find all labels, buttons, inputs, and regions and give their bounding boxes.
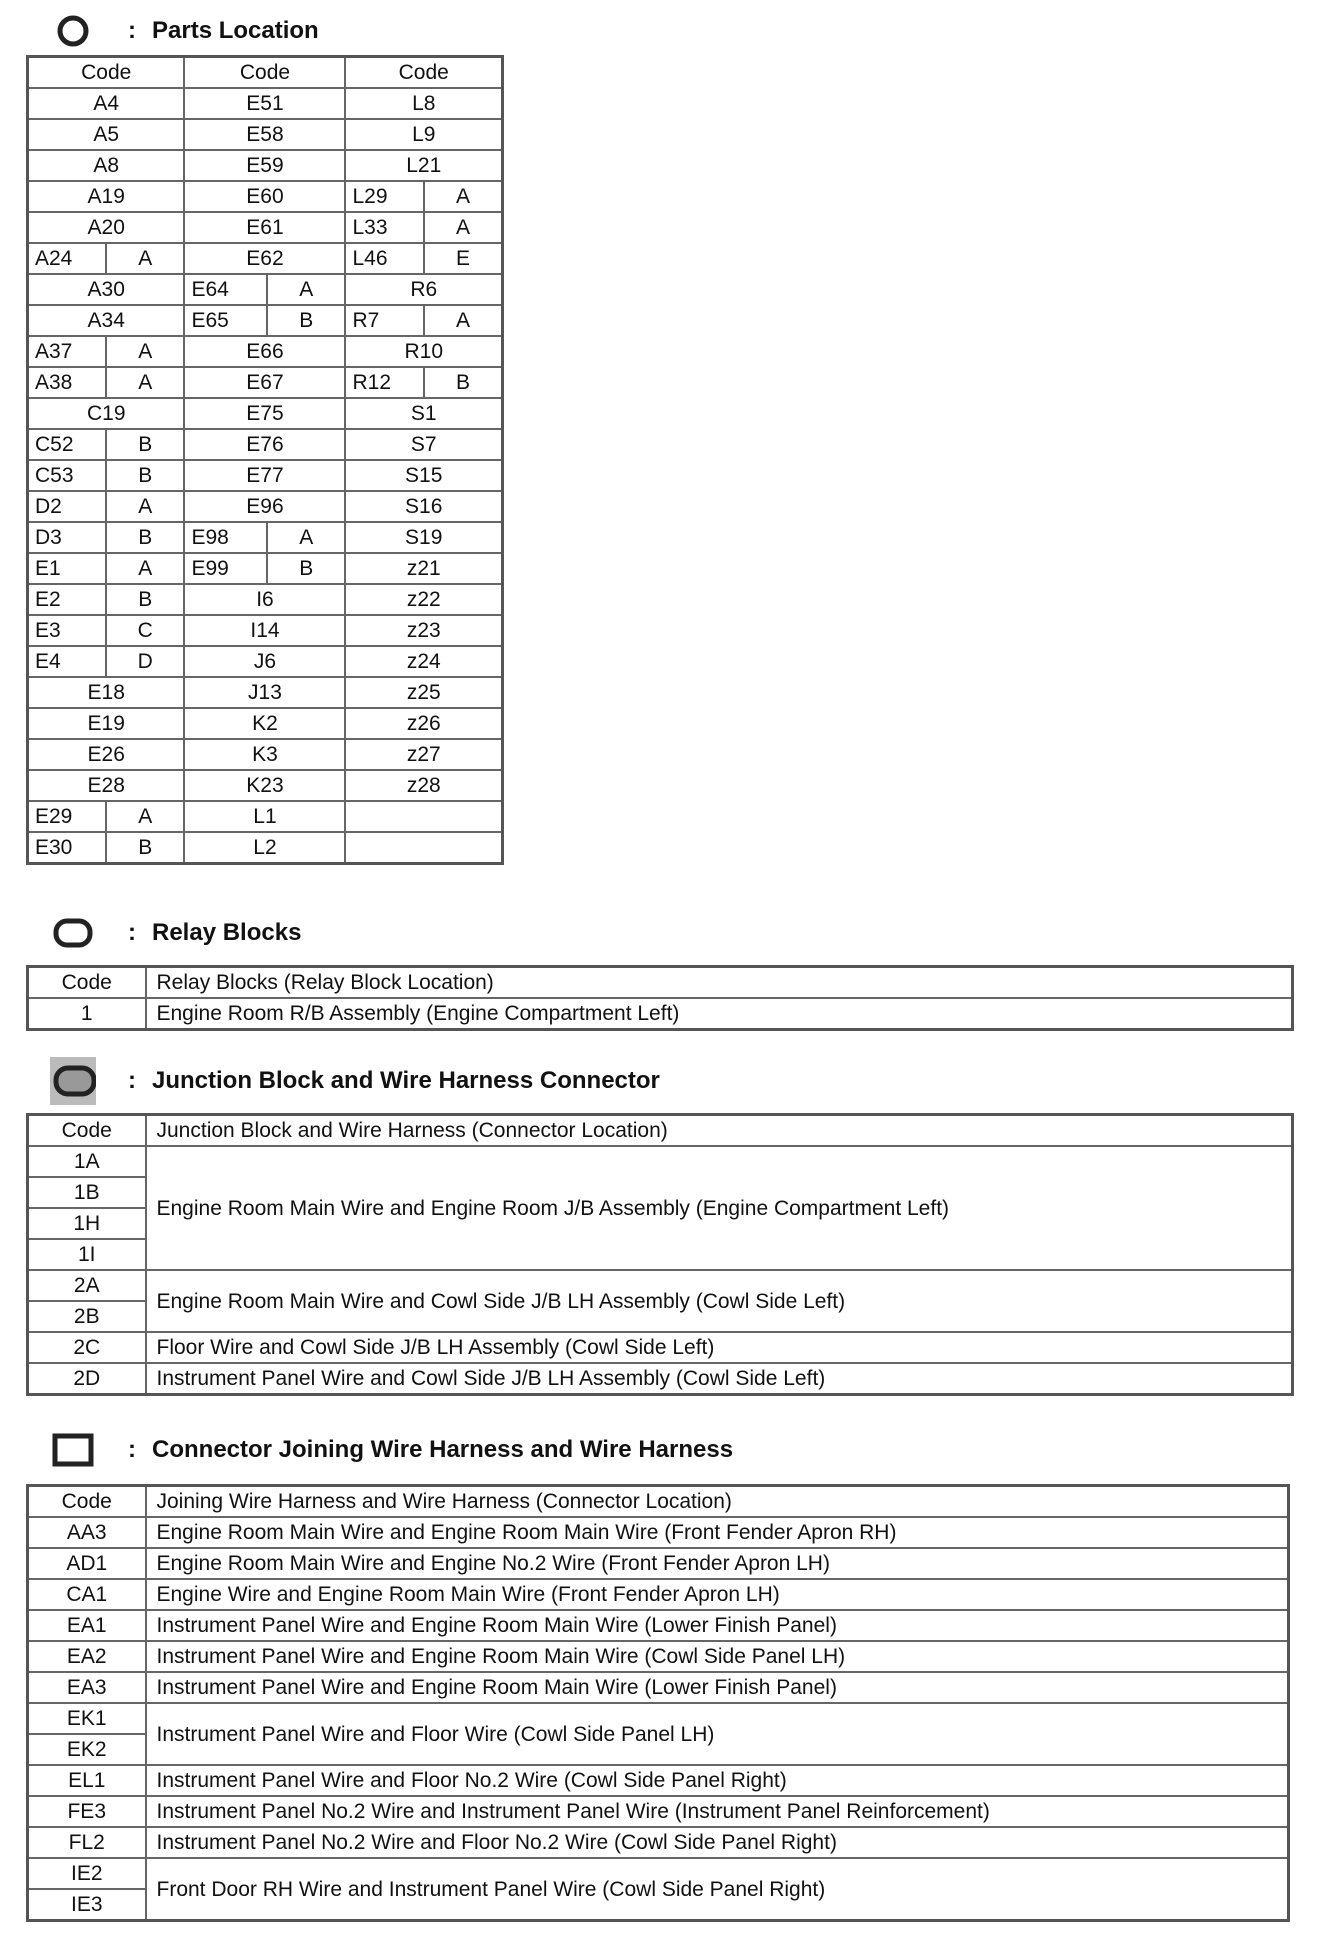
column-header: Code bbox=[28, 1486, 146, 1518]
part-location-suffix: A bbox=[267, 274, 346, 305]
column-header: Code bbox=[28, 57, 185, 89]
connector-code: EK2 bbox=[28, 1734, 146, 1765]
column-header: Relay Blocks (Relay Block Location) bbox=[146, 967, 1293, 999]
section-title: Relay Blocks bbox=[152, 919, 302, 946]
table-row bbox=[28, 119, 503, 150]
table-row bbox=[28, 429, 503, 460]
heading-colon: : bbox=[128, 17, 136, 44]
table-row bbox=[28, 801, 503, 832]
part-code: J13 bbox=[184, 677, 345, 708]
connector-code: 2A bbox=[28, 1270, 146, 1301]
part-location-suffix: C bbox=[106, 615, 185, 646]
location-description: Instrument Panel Wire and Cowl Side J/B LH Assembly (Cowl Side Left) bbox=[146, 1363, 1293, 1395]
table-row bbox=[28, 243, 503, 274]
column-header: Junction Block and Wire Harness (Connector Location) bbox=[146, 1115, 1293, 1147]
connector-code: 2B bbox=[28, 1301, 146, 1332]
connector-code: 2D bbox=[28, 1363, 146, 1395]
connector-code: EA2 bbox=[28, 1641, 146, 1672]
column-header: Code bbox=[28, 967, 146, 999]
part-code: R6 bbox=[345, 274, 502, 305]
connector-code: 1I bbox=[28, 1239, 146, 1270]
table-row bbox=[28, 1796, 1289, 1827]
part-code: E4 bbox=[28, 646, 106, 677]
table-row bbox=[28, 212, 503, 243]
location-description: Engine Wire and Engine Room Main Wire (Front Fender Apron LH) bbox=[146, 1579, 1289, 1610]
part-code: C52 bbox=[28, 429, 106, 460]
location-description: Engine Room Main Wire and Cowl Side J/B LH Assembly (Cowl Side Left) bbox=[146, 1270, 1293, 1332]
connector-code: IE3 bbox=[28, 1889, 146, 1921]
part-code: z26 bbox=[345, 708, 502, 739]
part-code: A34 bbox=[28, 305, 185, 336]
part-location-suffix: B bbox=[267, 553, 346, 584]
part-code: E77 bbox=[184, 460, 345, 491]
part-code: A20 bbox=[28, 212, 185, 243]
relay-blocks-heading bbox=[50, 913, 301, 953]
connector-code: 1B bbox=[28, 1177, 146, 1208]
location-description: Front Door RH Wire and Instrument Panel Wire (Cowl Side Panel Right) bbox=[146, 1858, 1289, 1921]
table-row bbox=[28, 1146, 1293, 1177]
location-description: Instrument Panel No.2 Wire and Instrument Panel Wire (Instrument Panel Reinforcement) bbox=[146, 1796, 1289, 1827]
part-code: E64 bbox=[184, 274, 267, 305]
part-code: E59 bbox=[184, 150, 345, 181]
table-row bbox=[28, 398, 503, 429]
rounded-rect-icon bbox=[50, 913, 96, 953]
table-row bbox=[28, 739, 503, 770]
location-description: Engine Room R/B Assembly (Engine Compartment Left) bbox=[146, 998, 1293, 1030]
part-code: L9 bbox=[345, 119, 502, 150]
connector-code: FL2 bbox=[28, 1827, 146, 1858]
part-code: K3 bbox=[184, 739, 345, 770]
table-row bbox=[28, 998, 1293, 1030]
part-location-suffix: A bbox=[106, 367, 185, 398]
connector-code: CA1 bbox=[28, 1579, 146, 1610]
part-code: L46 bbox=[345, 243, 423, 274]
part-location-suffix: B bbox=[106, 429, 185, 460]
table-row bbox=[28, 1641, 1289, 1672]
connector-code: EL1 bbox=[28, 1765, 146, 1796]
part-code: z24 bbox=[345, 646, 502, 677]
location-description: Engine Room Main Wire and Engine Room J/B Assembly (Engine Compartment Left) bbox=[146, 1146, 1293, 1270]
connector-code: 1H bbox=[28, 1208, 146, 1239]
part-code: I6 bbox=[184, 584, 345, 615]
connector-code: EA1 bbox=[28, 1610, 146, 1641]
part-location-suffix: A bbox=[106, 553, 185, 584]
table-row bbox=[28, 708, 503, 739]
part-location-suffix: B bbox=[267, 305, 346, 336]
part-location-suffix: B bbox=[106, 460, 185, 491]
column-header: Code bbox=[184, 57, 345, 89]
part-code: L8 bbox=[345, 88, 502, 119]
parts-location-heading bbox=[50, 11, 319, 51]
part-code: A38 bbox=[28, 367, 106, 398]
part-location-suffix: B bbox=[106, 584, 185, 615]
location-description: Floor Wire and Cowl Side J/B LH Assembly (Cowl Side Left) bbox=[146, 1332, 1293, 1363]
part-code: S15 bbox=[345, 460, 502, 491]
heading-colon: : bbox=[128, 919, 136, 946]
location-description: Instrument Panel Wire and Engine Room Main Wire (Cowl Side Panel LH) bbox=[146, 1641, 1289, 1672]
connector-code: FE3 bbox=[28, 1796, 146, 1827]
part-code: E99 bbox=[184, 553, 267, 584]
part-code: E67 bbox=[184, 367, 345, 398]
table-row bbox=[28, 305, 503, 336]
part-code: S19 bbox=[345, 522, 502, 553]
relay-blocks-table bbox=[26, 965, 1294, 1031]
section-title: Parts Location bbox=[152, 17, 319, 44]
connector-code: AD1 bbox=[28, 1548, 146, 1579]
part-code: S7 bbox=[345, 429, 502, 460]
table-row bbox=[28, 584, 503, 615]
part-location-suffix: B bbox=[106, 832, 185, 864]
part-location-suffix: A bbox=[106, 243, 185, 274]
part-code: E60 bbox=[184, 181, 345, 212]
location-description: Instrument Panel Wire and Engine Room Main Wire (Lower Finish Panel) bbox=[146, 1672, 1289, 1703]
part-code: D2 bbox=[28, 491, 106, 522]
section-title: Junction Block and Wire Harness Connector bbox=[152, 1067, 660, 1094]
part-location-suffix: B bbox=[424, 367, 503, 398]
connector-code: 1A bbox=[28, 1146, 146, 1177]
table-row bbox=[28, 491, 503, 522]
part-location-suffix: D bbox=[106, 646, 185, 677]
part-location-suffix: A bbox=[106, 336, 185, 367]
part-code: L1 bbox=[184, 801, 345, 832]
connector-code: EA3 bbox=[28, 1672, 146, 1703]
connector-joining-table bbox=[26, 1484, 1290, 1922]
part-code: A19 bbox=[28, 181, 185, 212]
part-code: L29 bbox=[345, 181, 423, 212]
part-code: L21 bbox=[345, 150, 502, 181]
table-row bbox=[28, 1858, 1289, 1889]
table-row bbox=[28, 1579, 1289, 1610]
table-row bbox=[28, 646, 503, 677]
part-code: A37 bbox=[28, 336, 106, 367]
location-description: Instrument Panel Wire and Floor Wire (Cowl Side Panel LH) bbox=[146, 1703, 1289, 1765]
part-location-suffix: E bbox=[424, 243, 503, 274]
table-row bbox=[28, 1517, 1289, 1548]
connector-joining-heading bbox=[50, 1430, 733, 1470]
part-code: S1 bbox=[345, 398, 502, 429]
part-code: E2 bbox=[28, 584, 106, 615]
location-description: Instrument Panel Wire and Floor No.2 Wire (Cowl Side Panel Right) bbox=[146, 1765, 1289, 1796]
part-code: S16 bbox=[345, 491, 502, 522]
part-code: z27 bbox=[345, 739, 502, 770]
table-row bbox=[28, 677, 503, 708]
connector-code: EK1 bbox=[28, 1703, 146, 1734]
part-code: z25 bbox=[345, 677, 502, 708]
part-code: E30 bbox=[28, 832, 106, 864]
part-location-suffix: B bbox=[106, 522, 185, 553]
part-code: z28 bbox=[345, 770, 502, 801]
part-code: E75 bbox=[184, 398, 345, 429]
table-row bbox=[28, 460, 503, 491]
column-header: Joining Wire Harness and Wire Harness (Connector Location) bbox=[146, 1486, 1289, 1518]
part-code: A8 bbox=[28, 150, 185, 181]
table-row bbox=[28, 1703, 1289, 1734]
part-code: J6 bbox=[184, 646, 345, 677]
part-code: D3 bbox=[28, 522, 106, 553]
table-row bbox=[28, 1672, 1289, 1703]
connector-code: AA3 bbox=[28, 1517, 146, 1548]
part-code bbox=[345, 801, 502, 832]
part-code: z23 bbox=[345, 615, 502, 646]
connector-code: 2C bbox=[28, 1332, 146, 1363]
part-location-suffix: A bbox=[424, 181, 503, 212]
location-description: Engine Room Main Wire and Engine No.2 Wire (Front Fender Apron LH) bbox=[146, 1548, 1289, 1579]
junction-block-heading bbox=[50, 1061, 660, 1101]
table-row bbox=[28, 367, 503, 398]
part-code: C19 bbox=[28, 398, 185, 429]
table-row bbox=[28, 770, 503, 801]
part-code: A5 bbox=[28, 119, 185, 150]
parts-location-table bbox=[26, 55, 504, 865]
part-code: E96 bbox=[184, 491, 345, 522]
table-row bbox=[28, 1610, 1289, 1641]
connector-code: 1 bbox=[28, 998, 146, 1030]
part-code: E19 bbox=[28, 708, 185, 739]
part-code: E65 bbox=[184, 305, 267, 336]
location-description: Engine Room Main Wire and Engine Room Main Wire (Front Fender Apron RH) bbox=[146, 1517, 1289, 1548]
location-description: Instrument Panel Wire and Engine Room Main Wire (Lower Finish Panel) bbox=[146, 1610, 1289, 1641]
part-code: E66 bbox=[184, 336, 345, 367]
part-code: z22 bbox=[345, 584, 502, 615]
circle-icon bbox=[50, 11, 96, 51]
part-code: E51 bbox=[184, 88, 345, 119]
column-header: Code bbox=[28, 1115, 146, 1147]
table-row bbox=[28, 150, 503, 181]
table-row bbox=[28, 181, 503, 212]
part-code: E18 bbox=[28, 677, 185, 708]
section-title: Connector Joining Wire Harness and Wire Harness bbox=[152, 1436, 734, 1463]
part-code: E1 bbox=[28, 553, 106, 584]
part-code: L33 bbox=[345, 212, 423, 243]
square-icon bbox=[50, 1430, 96, 1470]
connector-code: IE2 bbox=[28, 1858, 146, 1889]
part-location-suffix: A bbox=[424, 305, 503, 336]
table-row bbox=[28, 1270, 1293, 1301]
part-code: E3 bbox=[28, 615, 106, 646]
part-code: E98 bbox=[184, 522, 267, 553]
table-row bbox=[28, 832, 503, 864]
part-code: I14 bbox=[184, 615, 345, 646]
table-row bbox=[28, 1765, 1289, 1796]
part-code: K23 bbox=[184, 770, 345, 801]
part-code bbox=[345, 832, 502, 864]
part-location-suffix: A bbox=[424, 212, 503, 243]
part-code: E26 bbox=[28, 739, 185, 770]
location-description: Instrument Panel No.2 Wire and Floor No.2 Wire (Cowl Side Panel Right) bbox=[146, 1827, 1289, 1858]
part-code: K2 bbox=[184, 708, 345, 739]
part-code: A4 bbox=[28, 88, 185, 119]
part-code: E28 bbox=[28, 770, 185, 801]
shaded-rounded-rect-icon bbox=[50, 1061, 96, 1101]
part-code: A24 bbox=[28, 243, 106, 274]
junction-block-table bbox=[26, 1113, 1294, 1396]
part-code: L2 bbox=[184, 832, 345, 864]
part-code: E76 bbox=[184, 429, 345, 460]
part-location-suffix: A bbox=[106, 491, 185, 522]
table-row bbox=[28, 553, 503, 584]
part-code: E58 bbox=[184, 119, 345, 150]
part-code: R12 bbox=[345, 367, 423, 398]
part-code: z21 bbox=[345, 553, 502, 584]
table-row bbox=[28, 1827, 1289, 1858]
heading-colon: : bbox=[128, 1067, 136, 1094]
part-code: E29 bbox=[28, 801, 106, 832]
part-location-suffix: A bbox=[267, 522, 346, 553]
table-row bbox=[28, 336, 503, 367]
table-row bbox=[28, 1332, 1293, 1363]
table-row bbox=[28, 88, 503, 119]
part-code: A30 bbox=[28, 274, 185, 305]
table-row bbox=[28, 274, 503, 305]
part-code: R10 bbox=[345, 336, 502, 367]
part-code: E62 bbox=[184, 243, 345, 274]
table-row bbox=[28, 1548, 1289, 1579]
part-location-suffix: A bbox=[106, 801, 185, 832]
part-code: E61 bbox=[184, 212, 345, 243]
part-code: R7 bbox=[345, 305, 423, 336]
table-row bbox=[28, 522, 503, 553]
column-header: Code bbox=[345, 57, 502, 89]
heading-colon: : bbox=[128, 1436, 136, 1463]
table-row bbox=[28, 615, 503, 646]
part-code: C53 bbox=[28, 460, 106, 491]
table-row bbox=[28, 1363, 1293, 1395]
